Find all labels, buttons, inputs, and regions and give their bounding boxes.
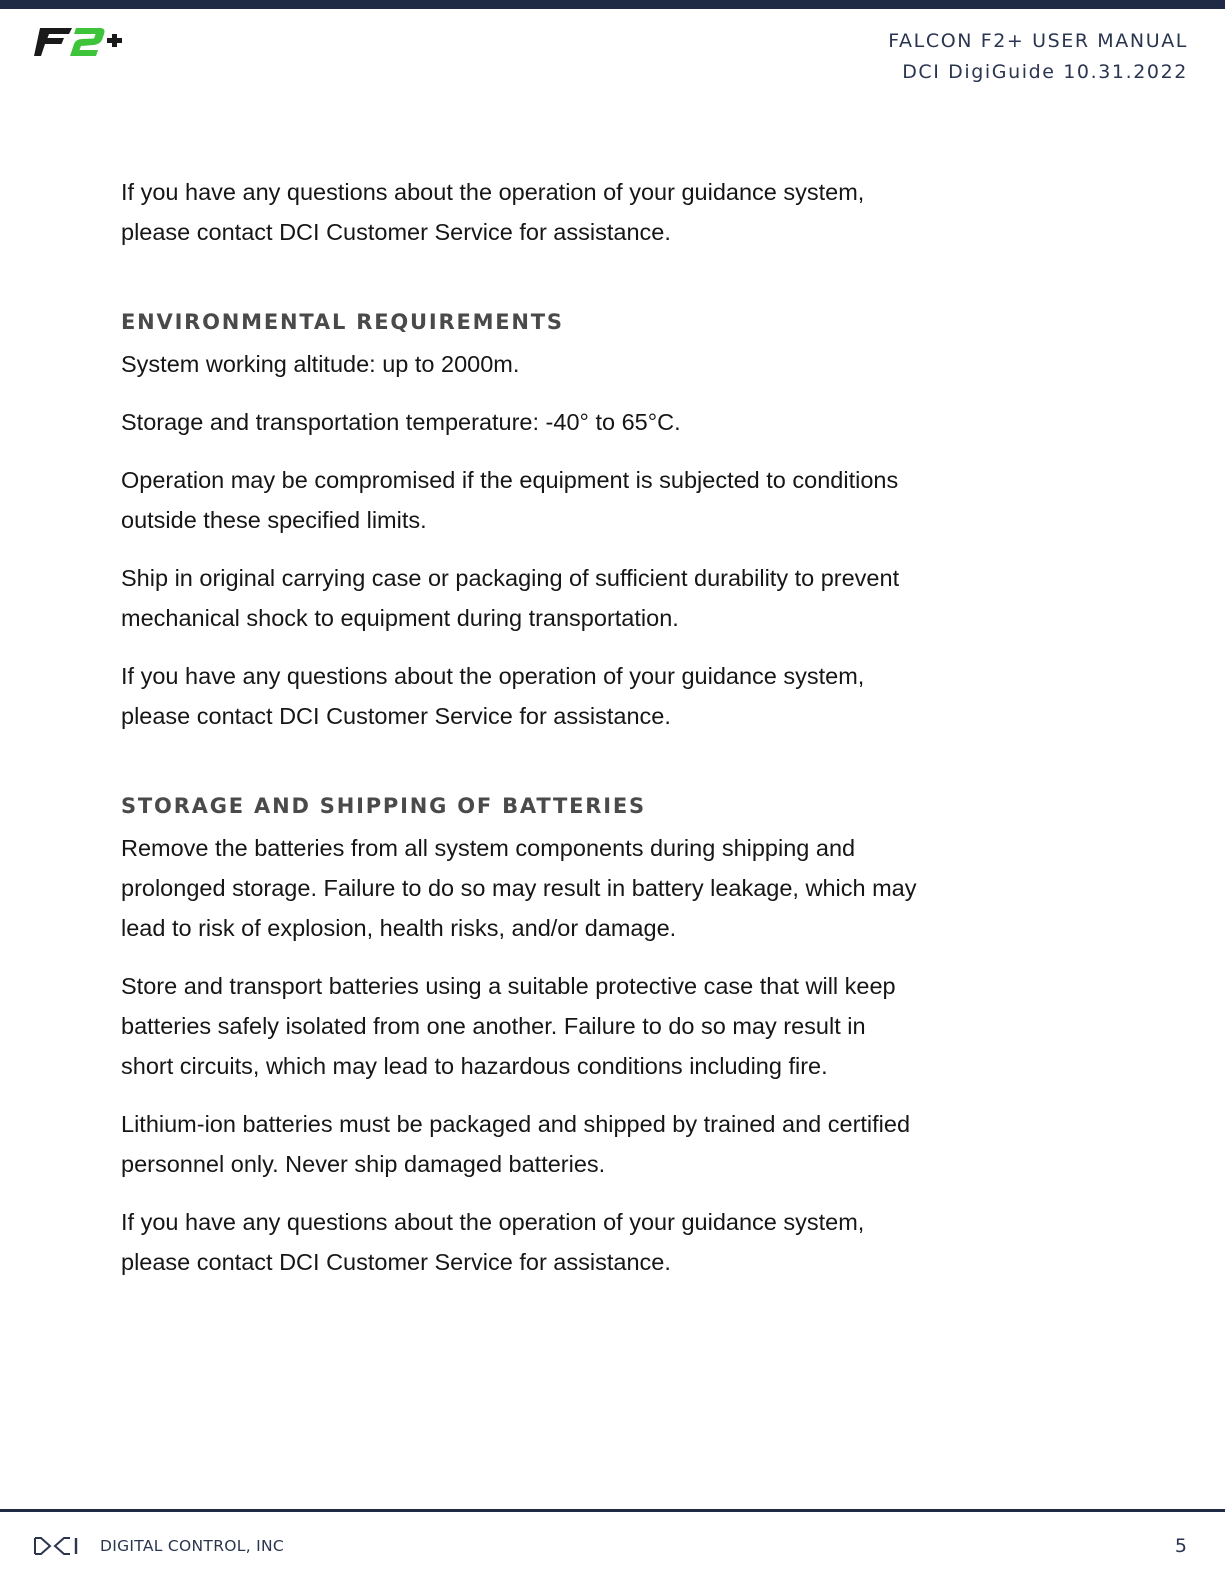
battery-paragraph: Remove the batteries from all system components during shipping and prolonged storage. Failure to do so may result in battery leakage, which may lead to risk of explosion, health risks, and/or damage. xyxy=(121,835,917,941)
dci-logo xyxy=(34,1536,90,1556)
company-name: DIGITAL CONTROL, INC xyxy=(100,1537,285,1555)
f2-plus-logo xyxy=(34,24,130,60)
battery-paragraph: Lithium-ion batteries must be packaged and shipped by trained and certified personnel only. Never ship damaged batteries. xyxy=(121,1111,911,1177)
battery-paragraph: Store and transport batteries using a suitable protective case that will keep batteries safely isolated from one another. Failure to do so may result in short circuits, which may lead to hazardous conditions including fire. xyxy=(121,973,896,1079)
guide-version: DCI DigiGuide 10.31.2022 xyxy=(902,61,1188,83)
page-content xyxy=(121,172,921,1300)
env-paragraph: System working altitude: up to 2000m. xyxy=(121,351,520,377)
battery-paragraph: If you have any questions about the operation of your guidance system, please contact DCI Customer Service for assistance. xyxy=(121,1209,865,1275)
top-bar xyxy=(0,0,1225,9)
env-paragraph: If you have any questions about the operation of your guidance system, please contact DCI Customer Service for assistance. xyxy=(121,663,865,729)
env-paragraph: Storage and transportation temperature: -40° to 65°C. xyxy=(121,409,681,435)
manual-title: FALCON F2+ USER MANUAL xyxy=(888,30,1188,52)
intro-paragraph: If you have any questions about the operation of your guidance system, please contact DCI Customer Service for assistance. xyxy=(121,179,865,245)
environmental-section xyxy=(121,308,921,736)
header-info xyxy=(888,26,1188,88)
batteries-heading: STORAGE AND SHIPPING OF BATTERIES xyxy=(121,794,646,818)
env-paragraph: Operation may be compromised if the equipment is subjected to conditions outside these specified limits. xyxy=(121,467,899,533)
footer-bar xyxy=(0,1509,1225,1512)
footer-brand xyxy=(34,1536,284,1556)
page-number: 5 xyxy=(1174,1535,1187,1557)
environmental-heading: ENVIRONMENTAL REQUIREMENTS xyxy=(121,310,564,334)
env-paragraph: Ship in original carrying case or packaging of sufficient durability to prevent mechanical shock to equipment during transportation. xyxy=(121,565,900,631)
batteries-section xyxy=(121,792,921,1282)
